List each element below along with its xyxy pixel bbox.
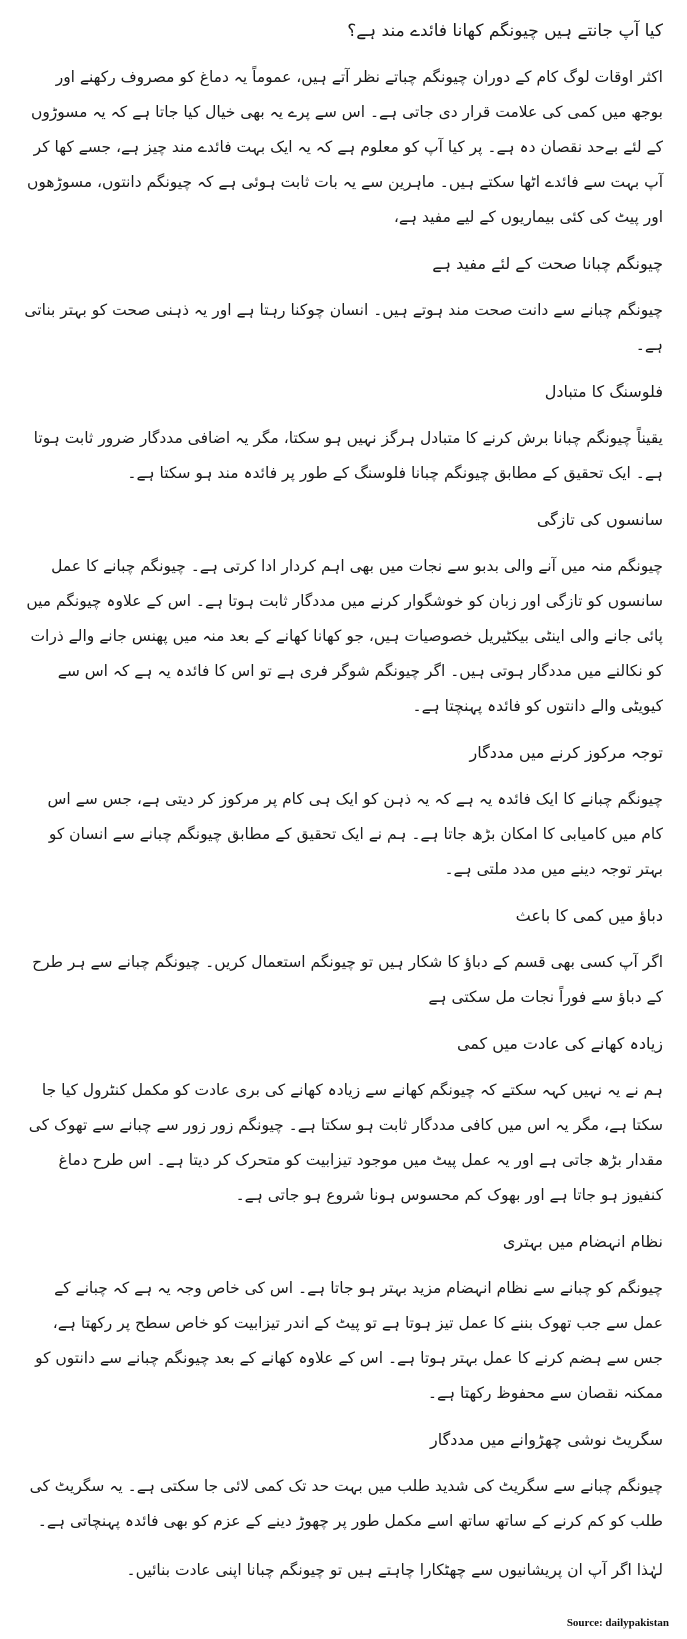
intro-paragraph: اکثر اوقات لوگ کام کے دوران چیونگم چباتے نظر آتے ہیں، عموماً یہ دماغ کو مصروف رکھنے اور بوجھ میں کمی کی علامت قرار دی جاتی ہے۔ اس سے پرے یہ بھی خیال کیا جاتا ہے کہ یہ مسوڑوں کے لئے بےحد نقصان دہ ہے۔ پر کیا آپ کو معلوم ہے کہ یہ ایک بہت فائدے مند چیز ہے، جسے کھا کر آپ بہت سے فائدے اٹھا سکتے ہیں۔ ماہرین سے یہ بات ثابت ہوئی ہے کہ چیونگم دانتوں، مسوڑھوں اور پیٹ کی کئی بیماریوں کے لیے مفید ہے، [26,68,663,226]
section-paragraph: چیونگم چبانے سے دانت صحت مند ہوتے ہیں۔ انسان چوکنا رہتا ہے اور یہ ذہنی صحت کو بہتر بناتی ہے۔ [24,301,663,354]
section-paragraph: اگر آپ کسی بھی قسم کے دباؤ کا شکار ہیں تو چیونگم استعمال کریں۔ چیونگم چبانے سے ہر طرح کے دباؤ سے فوراً نجات مل سکتی ہے [32,953,663,1006]
section-paragraph: چیونگم کو چبانے سے نظام انہضام مزید بہتر ہو جاتا ہے۔ اس کی خاص وجہ یہ ہے کہ چبانے کے عمل سے جب تھوک بننے کا عمل تیز ہوتا ہے تو پیٹ کے اندر تیزابیت کو خاص سطح پر رکھتا ہے، جس سے ہضم کرنے کا عمل بہتر ہوتا ہے۔ اس کے علاوہ کھانے کے بعد چیونگم چبانے سے دانتوں کو ممکنہ نقصان سے محفوظ رکھتا ہے۔ [35,1279,663,1402]
section-paragraph: چیونگم منہ میں آنے والی بدبو سے نجات میں بھی اہم کردار ادا کرتی ہے۔ چیونگم چبانے کا عمل سانسوں کو تازگی اور زبان کو خوشگوار کرنے میں مددگار ثابت ہوتا ہے۔ اس کے علاوہ چیونگم میں پائی جانے والی اینٹی بیکٹیریل خصوصیات ہیں، جو کھانا کھانے کے بعد منہ میں پھنس جانے والے ذرات کو نکالنے میں مددگار ہوتی ہیں۔ اگر چیونگم شوگر فری ہے تو اس کا فائدہ یہ ہے کہ اس سے کیویٹی والے دانتوں کو فائدہ پہنچتا ہے۔ [26,557,663,715]
section-paragraph: چیونگم چبانے سے سگریٹ کی شدید طلب میں بہت حد تک کمی لائی جا سکتی ہے۔ یہ سگریٹ کی طلب کو کم کرنے کے ساتھ ساتھ اسے مکمل طور پر چھوڑ دینے کے عزم کو بھی فائدہ پہنچاتی ہے۔ [29,1477,663,1530]
section-paragraph: چیونگم چبانے کا ایک فائدہ یہ ہے کہ یہ ذہن کو ایک ہی کام پر مرکوز کر دیتی ہے، جس سے اس کام میں کامیابی کا امکان بڑھ جاتا ہے۔ ہم نے ایک تحقیق کے مطابق چیونگم چبانے سے انسان کو بہتر توجہ دینے میں مدد ملتی ہے۔ [47,790,663,878]
section-heading: توجہ مرکوز کرنے میں مددگار [469,743,663,762]
section-heading: فلوسنگ کا متبادل [544,382,663,401]
section-heading: چیونگم چبانا صحت کے لئے مفید ہے [432,254,663,273]
closing-paragraph: لہٰذا اگر آپ ان پریشانیوں سے چھٹکارا چاہتے ہیں تو چیونگم چبانا اپنی عادت بنائیں۔ [126,1561,663,1579]
article [24,16,663,1602]
source-credit: Source: dailypakistan [566,1617,669,1629]
section-heading: سگریٹ نوشی چھڑوانے میں مددگار [429,1430,663,1449]
section-heading: نظام انہضام میں بہتری [502,1232,663,1251]
section-paragraph: یقیناً چیونگم چبانا برش کرنے کا متبادل ہرگز نہیں ہو سکتا، مگر یہ اضافی مددگار ضرور ثابت ہوتا ہے۔ ایک تحقیق کے مطابق چیونگم چبانا فلوسنگ کے طور پر فائدہ مند ہو سکتا ہے۔ [33,429,663,482]
section-heading: زیادہ کھانے کی عادت میں کمی [456,1034,663,1053]
section-paragraph: ہم نے یہ نہیں کہہ سکتے کہ چیونگم کھانے سے زیادہ کھانے کی بری عادت کو مکمل کنٹرول کیا جا سکتا ہے، مگر یہ اس میں کافی مددگار ثابت ہو سکتا ہے۔ چیونگم زور زور سے چبانے سے تھوک کی مقدار بڑھ جاتی ہے اور یہ عمل پیٹ میں موجود تیزابیت کو متحرک کر دیتا ہے۔ اس طرح دماغ کنفیوز ہو جاتا ہے اور بھوک کم محسوس ہونا شروع ہو جاتی ہے۔ [28,1081,663,1204]
section-heading: سانسوں کی تازگی [536,510,663,529]
article-title: کیا آپ جانتے ہیں چیونگم کھانا فائدے مند ہے؟ [347,21,663,41]
section-heading: دباؤ میں کمی کا باعث [515,906,663,925]
